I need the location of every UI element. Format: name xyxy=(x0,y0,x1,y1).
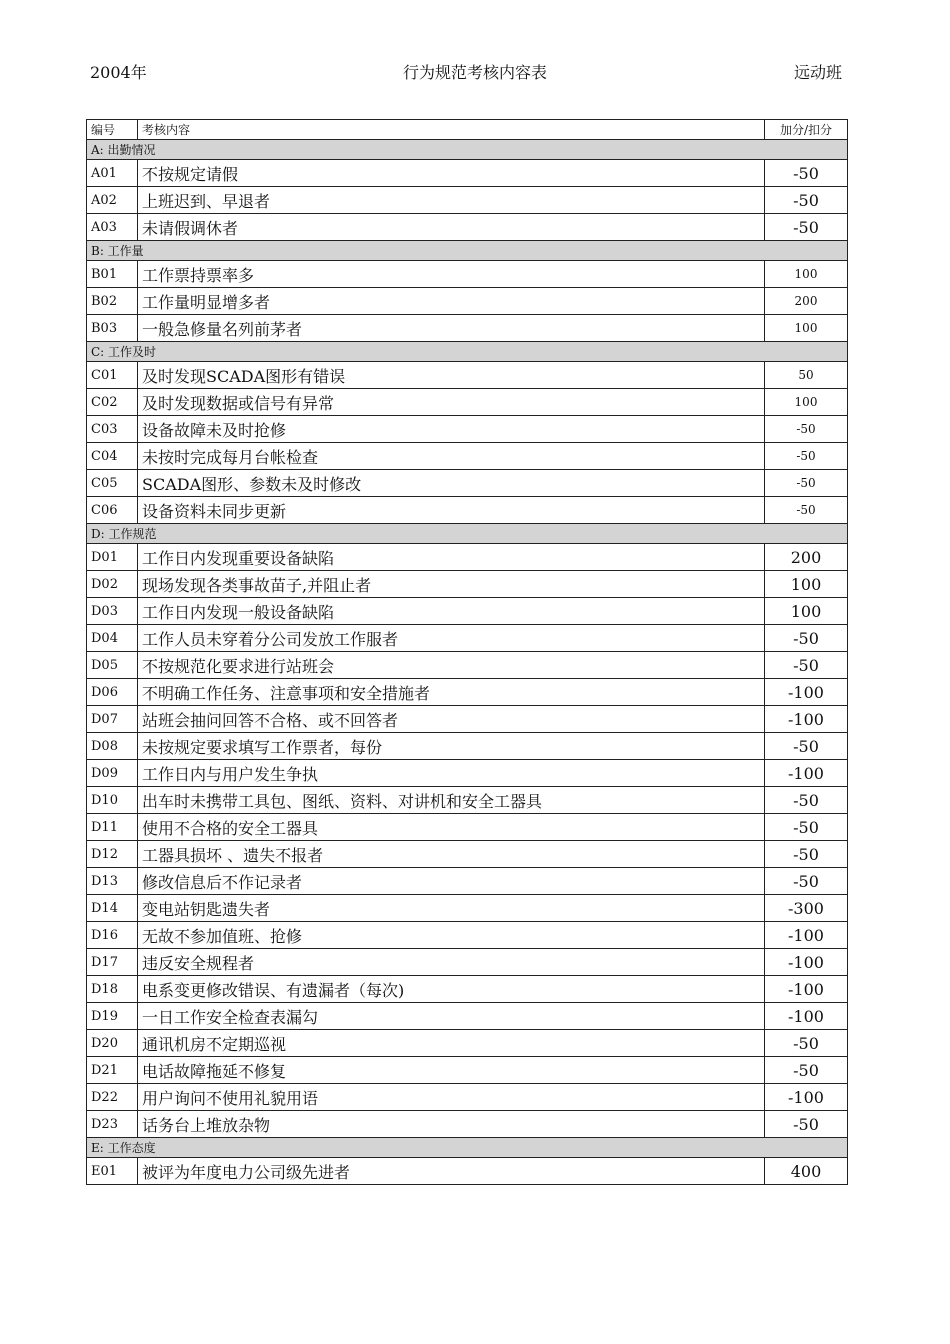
section-row xyxy=(87,241,848,261)
table-row xyxy=(87,315,848,342)
row-code: D05 xyxy=(87,652,138,679)
row-score: -100 xyxy=(765,922,848,949)
row-content: 变电站钥匙遗失者 xyxy=(138,895,765,922)
row-code: C01 xyxy=(87,362,138,389)
row-content: 工作日内发现重要设备缺陷 xyxy=(138,544,765,571)
row-score: -100 xyxy=(765,976,848,1003)
row-code: E01 xyxy=(87,1158,138,1185)
column-header-code: 编号 xyxy=(87,120,138,140)
table-row xyxy=(87,261,848,288)
row-score: -50 xyxy=(765,652,848,679)
table-row xyxy=(87,733,848,760)
table-row xyxy=(87,976,848,1003)
section-row xyxy=(87,342,848,362)
row-score: 100 xyxy=(765,389,848,416)
row-code: D03 xyxy=(87,598,138,625)
table-row xyxy=(87,1084,848,1111)
row-content: 未按规定要求填写工作票者，每份 xyxy=(138,733,765,760)
table-row xyxy=(87,922,848,949)
row-content: 工作量明显增多者 xyxy=(138,288,765,315)
row-content: 未请假调休者 xyxy=(138,214,765,241)
header-department: 远动班 xyxy=(793,63,842,82)
row-code: C04 xyxy=(87,443,138,470)
row-content: 设备资料未同步更新 xyxy=(138,497,765,524)
section-title: D: 工作规范 xyxy=(87,524,848,544)
table-row xyxy=(87,443,848,470)
table-row xyxy=(87,760,848,787)
table-row xyxy=(87,841,848,868)
row-code: A03 xyxy=(87,214,138,241)
row-score: -100 xyxy=(765,949,848,976)
row-content: 修改信息后不作记录者 xyxy=(138,868,765,895)
table-row xyxy=(87,571,848,598)
section-title: C: 工作及时 xyxy=(87,342,848,362)
table-row xyxy=(87,416,848,443)
row-code: C05 xyxy=(87,470,138,497)
row-score: -50 xyxy=(765,497,848,524)
column-header-content: 考核内容 xyxy=(138,120,765,140)
section-title: B: 工作量 xyxy=(87,241,848,261)
row-content: 用户询问不使用礼貌用语 xyxy=(138,1084,765,1111)
header-year: 2004年 xyxy=(90,63,147,82)
table-row xyxy=(87,598,848,625)
table-row xyxy=(87,1158,848,1185)
row-score: -50 xyxy=(765,443,848,470)
row-score: -50 xyxy=(765,470,848,497)
row-score: -100 xyxy=(765,706,848,733)
table-row xyxy=(87,868,848,895)
row-content: 出车时未携带工具包、图纸、资料、对讲机和安全工器具 xyxy=(138,787,765,814)
row-code: A01 xyxy=(87,160,138,187)
row-score: -50 xyxy=(765,1111,848,1138)
row-score: -50 xyxy=(765,187,848,214)
row-content: 及时发现SCADA图形有错误 xyxy=(138,362,765,389)
row-code: A02 xyxy=(87,187,138,214)
row-content: 不按规定请假 xyxy=(138,160,765,187)
table-row xyxy=(87,544,848,571)
row-score: -50 xyxy=(765,160,848,187)
table-row xyxy=(87,706,848,733)
table-row xyxy=(87,389,848,416)
table-row xyxy=(87,787,848,814)
row-code: B01 xyxy=(87,261,138,288)
row-code: D09 xyxy=(87,760,138,787)
table-row xyxy=(87,949,848,976)
row-score: -50 xyxy=(765,841,848,868)
row-content: 不按规范化要求进行站班会 xyxy=(138,652,765,679)
row-score: -100 xyxy=(765,1003,848,1030)
row-content: 电系变更修改错误、有遗漏者（每次) xyxy=(138,976,765,1003)
section-title: A: 出勤情况 xyxy=(87,140,848,160)
table-row xyxy=(87,625,848,652)
row-content: 未按时完成每月台帐检查 xyxy=(138,443,765,470)
row-content: 不明确工作任务、注意事项和安全措施者 xyxy=(138,679,765,706)
table-row xyxy=(87,1057,848,1084)
row-code: D14 xyxy=(87,895,138,922)
column-header-score: 加分/扣分 xyxy=(765,120,848,140)
row-code: D07 xyxy=(87,706,138,733)
row-content: 设备故障未及时抢修 xyxy=(138,416,765,443)
row-content: SCADA图形、参数未及时修改 xyxy=(138,470,765,497)
row-score: -50 xyxy=(765,1030,848,1057)
row-score: -50 xyxy=(765,733,848,760)
row-content: 工作人员未穿着分公司发放工作服者 xyxy=(138,625,765,652)
table-row xyxy=(87,214,848,241)
row-score: -50 xyxy=(765,625,848,652)
row-score: 100 xyxy=(765,571,848,598)
row-score: -50 xyxy=(765,868,848,895)
table-row xyxy=(87,1030,848,1057)
row-content: 一日工作安全检查表漏勾 xyxy=(138,1003,765,1030)
row-code: D12 xyxy=(87,841,138,868)
row-content: 工器具损坏 、遗失不报者 xyxy=(138,841,765,868)
row-code: D01 xyxy=(87,544,138,571)
row-code: D21 xyxy=(87,1057,138,1084)
table-row xyxy=(87,1111,848,1138)
row-content: 现场发现各类事故苗子,并阻止者 xyxy=(138,571,765,598)
row-content: 电话故障拖延不修复 xyxy=(138,1057,765,1084)
table-row xyxy=(87,470,848,497)
section-row xyxy=(87,140,848,160)
row-code: D08 xyxy=(87,733,138,760)
row-code: D17 xyxy=(87,949,138,976)
row-content: 工作日内与用户发生争执 xyxy=(138,760,765,787)
table-header-row xyxy=(87,120,848,140)
section-row xyxy=(87,1138,848,1158)
row-content: 通讯机房不定期巡视 xyxy=(138,1030,765,1057)
row-score: 100 xyxy=(765,261,848,288)
section-row xyxy=(87,524,848,544)
row-code: D18 xyxy=(87,976,138,1003)
table-row xyxy=(87,497,848,524)
table-row xyxy=(87,814,848,841)
row-content: 站班会抽问回答不合格、或不回答者 xyxy=(138,706,765,733)
row-score: 200 xyxy=(765,288,848,315)
row-score: 50 xyxy=(765,362,848,389)
row-code: D19 xyxy=(87,1003,138,1030)
row-code: D11 xyxy=(87,814,138,841)
row-score: -50 xyxy=(765,214,848,241)
row-content: 一般急修量名列前茅者 xyxy=(138,315,765,342)
table-row xyxy=(87,288,848,315)
row-content: 违反安全规程者 xyxy=(138,949,765,976)
row-content: 使用不合格的安全工器具 xyxy=(138,814,765,841)
row-code: C03 xyxy=(87,416,138,443)
row-score: -300 xyxy=(765,895,848,922)
row-code: D10 xyxy=(87,787,138,814)
row-code: D04 xyxy=(87,625,138,652)
table-row xyxy=(87,895,848,922)
row-code: D23 xyxy=(87,1111,138,1138)
row-score: 400 xyxy=(765,1158,848,1185)
row-code: B03 xyxy=(87,315,138,342)
row-score: -50 xyxy=(765,1057,848,1084)
table-row xyxy=(87,1003,848,1030)
table-row xyxy=(87,652,848,679)
table-row xyxy=(87,362,848,389)
row-score: 100 xyxy=(765,315,848,342)
row-score: -50 xyxy=(765,416,848,443)
section-title: E: 工作态度 xyxy=(87,1138,848,1158)
table-row xyxy=(87,160,848,187)
row-score: 100 xyxy=(765,598,848,625)
table-row xyxy=(87,679,848,706)
row-code: C02 xyxy=(87,389,138,416)
row-content: 被评为年度电力公司级先进者 xyxy=(138,1158,765,1185)
row-content: 无故不参加值班、抢修 xyxy=(138,922,765,949)
row-score: -50 xyxy=(765,787,848,814)
row-code: B02 xyxy=(87,288,138,315)
row-content: 上班迟到、早退者 xyxy=(138,187,765,214)
row-code: D06 xyxy=(87,679,138,706)
row-score: -50 xyxy=(765,814,848,841)
table-row xyxy=(87,187,848,214)
row-score: -100 xyxy=(765,760,848,787)
row-content: 工作票持票率多 xyxy=(138,261,765,288)
assessment-table xyxy=(86,119,848,1185)
row-content: 话务台上堆放杂物 xyxy=(138,1111,765,1138)
row-score: 200 xyxy=(765,544,848,571)
row-content: 工作日内发现一般设备缺陷 xyxy=(138,598,765,625)
row-code: D13 xyxy=(87,868,138,895)
row-code: D22 xyxy=(87,1084,138,1111)
row-score: -100 xyxy=(765,1084,848,1111)
row-code: D20 xyxy=(87,1030,138,1057)
row-content: 及时发现数据或信号有异常 xyxy=(138,389,765,416)
row-code: D16 xyxy=(87,922,138,949)
page-title: 行为规范考核内容表 xyxy=(402,63,547,82)
row-code: D02 xyxy=(87,571,138,598)
row-code: C06 xyxy=(87,497,138,524)
row-score: -100 xyxy=(765,679,848,706)
